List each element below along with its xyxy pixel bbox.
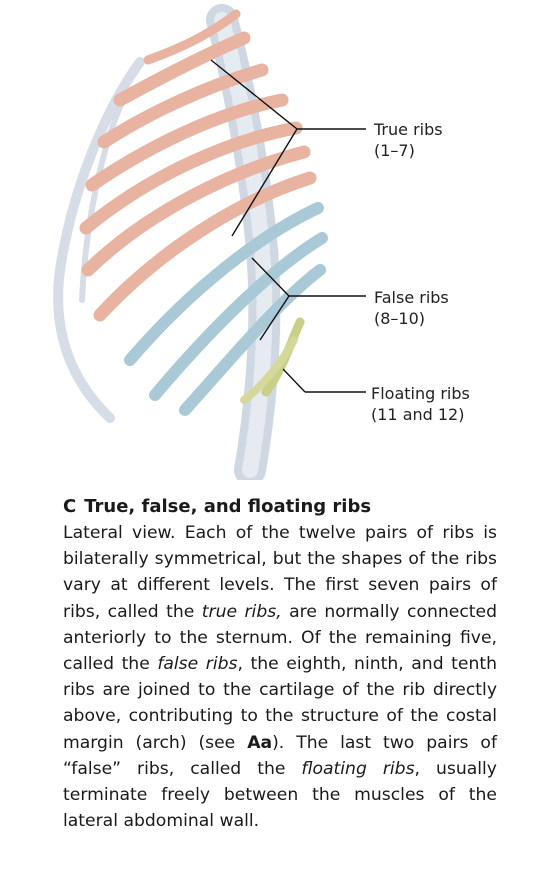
caption-body-segment: false ribs [157, 654, 238, 675]
caption-body-segment: , the eighth, ninth, and tenth ribs are joined to the cartilage of the rib directly above, contributing to the structure of the costal margin (arch) (see [63, 654, 497, 753]
label-floating-ribs-range: (11 and 12) [371, 405, 465, 424]
label-true-ribs-title: True ribs [374, 120, 443, 139]
label-true-ribs-range: (1–7) [374, 141, 415, 160]
caption-letter: C [63, 496, 77, 517]
figure-caption [63, 495, 497, 834]
caption-body [63, 520, 497, 834]
label-true-ribs [374, 119, 443, 161]
caption-body-segment: , usually terminate freely between the muscles of the lateral abdominal wall. [63, 758, 497, 832]
caption-body-segment: Lateral view. Each of the twelve pairs of ribs is bilaterally symmetrical, but the shapes of the ribs vary at different levels. The first seven pairs of ribs, called the [63, 523, 497, 622]
label-false-ribs-range: (8–10) [374, 309, 426, 328]
label-floating-ribs [371, 383, 470, 425]
caption-body-segment: ). The last two pairs of “false” ribs, called the [63, 732, 497, 779]
caption-body-segment: are normally connected anteriorly to the sternum. Of the remaining five, called the [63, 601, 497, 675]
label-false-ribs-title: False ribs [374, 288, 449, 307]
caption-body-segment: true ribs, [201, 601, 282, 622]
caption-title [63, 495, 497, 519]
caption-body-segment: floating ribs [301, 758, 415, 779]
caption-title-text: True, false, and floating ribs [84, 496, 372, 517]
leader-line-floating-ribs-a [283, 369, 305, 392]
label-false-ribs [374, 287, 449, 329]
label-floating-ribs-title: Floating ribs [371, 384, 470, 403]
caption-body-segment: Aa [247, 732, 273, 753]
